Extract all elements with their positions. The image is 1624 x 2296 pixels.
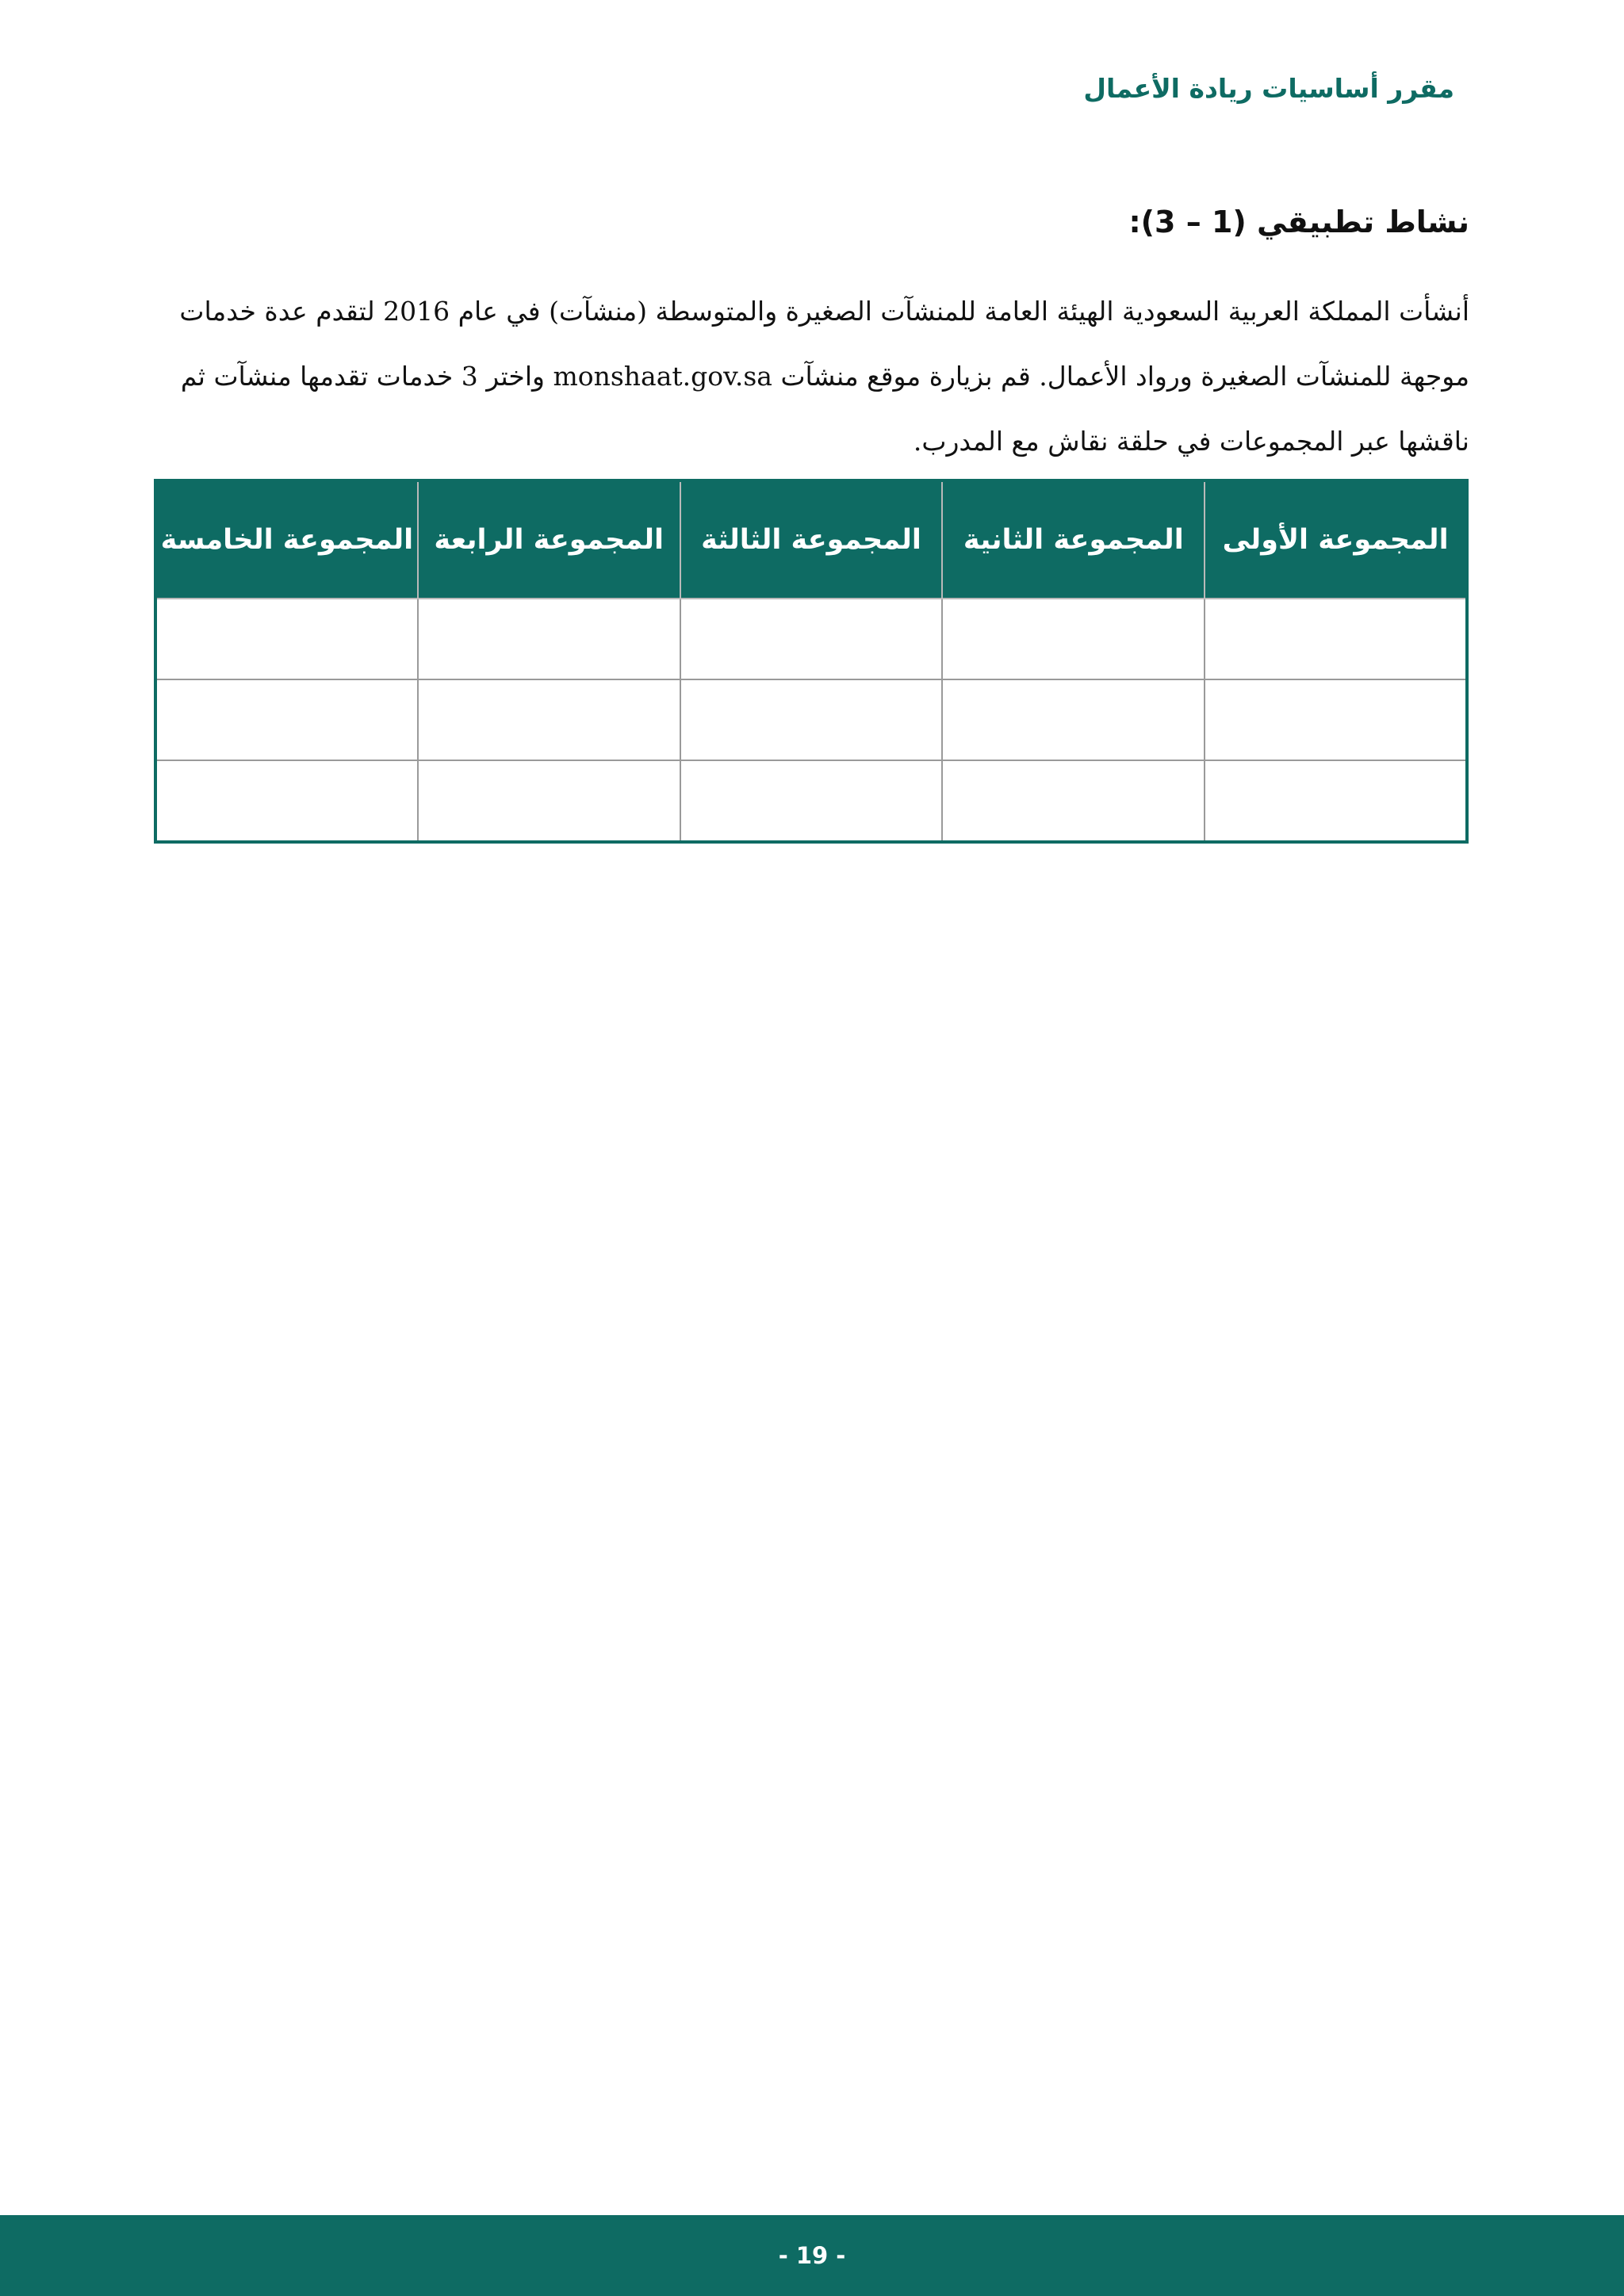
header-group-1: المجموعة الأولى <box>1205 480 1467 599</box>
activity-description-line-1: أنشأت المملكة العربية السعودية الهيئة العامة للمنشآت الصغيرة والمتوسطة (منشآت) في عام 2016 لتقدم عدة خدمات <box>179 296 1469 327</box>
table-cell[interactable] <box>1205 679 1467 760</box>
header-group-4: المجموعة الرابعة <box>418 480 680 599</box>
table-cell[interactable] <box>418 599 680 679</box>
activity-description <box>155 279 1469 474</box>
table-row <box>155 760 1467 842</box>
table-cell[interactable] <box>418 760 680 842</box>
activity-description-line-3: ناقشها عبر المجموعات في حلقة نقاش مع المدرب. <box>913 426 1469 457</box>
table-cell[interactable] <box>1205 760 1467 842</box>
header-group-3: المجموعة الثالثة <box>680 480 943 599</box>
table-cell[interactable] <box>942 760 1205 842</box>
table-cell[interactable] <box>680 679 943 760</box>
footer-band <box>0 2215 1624 2296</box>
table-cell[interactable] <box>155 679 418 760</box>
header-group-2: المجموعة الثانية <box>942 480 1205 599</box>
table-row <box>155 599 1467 679</box>
table-cell[interactable] <box>680 760 943 842</box>
table-cell[interactable] <box>418 679 680 760</box>
table-cell[interactable] <box>680 599 943 679</box>
header-group-5: المجموعة الخامسة <box>155 480 418 599</box>
activity-title: نشاط تطبيقي (1 – 3): <box>1128 205 1469 239</box>
table-cell[interactable] <box>155 599 418 679</box>
table-cell[interactable] <box>942 599 1205 679</box>
running-header-course-title: مقرر أساسيات ريادة الأعمال <box>1083 73 1454 104</box>
table-row <box>155 679 1467 760</box>
page-number: - 19 - <box>778 2242 846 2269</box>
table-cell[interactable] <box>942 679 1205 760</box>
table-cell[interactable] <box>155 760 418 842</box>
activity-description-line-2: موجهة للمنشآت الصغيرة ورواد الأعمال. قم بزيارة موقع منشآت monshaat.gov.sa واختر 3 خدمات تقدمها منشآت ثم <box>180 361 1469 392</box>
table-header-row <box>155 480 1467 599</box>
groups-table <box>154 479 1469 844</box>
table-cell[interactable] <box>1205 599 1467 679</box>
